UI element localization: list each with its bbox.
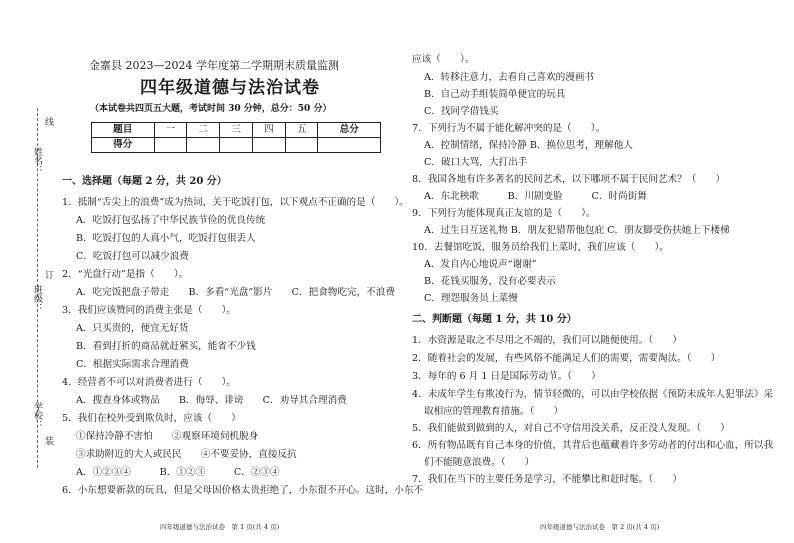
question-line: C．吃饭打包可以减少浪费 xyxy=(76,251,189,262)
question-line: 1．水资源是取之不尽用之不竭的，我们可以随便使用。（ ） xyxy=(412,335,682,346)
question-line: B．花钱买服务，没有必要表示 xyxy=(424,276,556,287)
gutter-label-name: 姓名： xyxy=(32,147,42,174)
question-line: 3．每年的 6 月 1 日是国际劳动节。（ ） xyxy=(412,371,601,382)
score-input-cell[interactable] xyxy=(318,138,381,153)
question-line: 2．随着社会的发展，有些风俗不能满足人们的需要，需要淘汰。（ ） xyxy=(412,353,721,364)
question-line: A．转移注意力，去看自己喜欢的漫画书 xyxy=(424,72,595,83)
gutter-mark: 线 xyxy=(43,117,53,126)
question-line: A．发自内心地说声“谢谢” xyxy=(424,259,537,270)
question-line: B．看到打折的商品就赶紧买，能省不少钱 xyxy=(76,341,256,352)
score-cell: 五 xyxy=(285,123,318,138)
question-line: 取相应的管理教育措施。（ ） xyxy=(424,406,564,417)
question-line: C．理怨服务员上菜慢 xyxy=(424,293,518,304)
question-line: A．过生日互送礼物 B．朋友犯错帮他包庇 C．朋友脚受伤扶她上下楼梯 xyxy=(424,225,730,236)
question-line: 4．未成年学生有欺凌行为，情节轻微的，可以由学校依据《预防未成年人犯罪法》采 xyxy=(412,389,774,400)
score-input-cell[interactable] xyxy=(285,138,318,153)
question-line: A．吃完饭把盘子带走 B．多看“光盘”影片 C．把食物吃完，不浪费 xyxy=(76,287,395,298)
question-line: A．东北秧歌 B．川剧变脸 C．时尚街舞 xyxy=(424,191,647,202)
exam-subtitle: （本试卷共四页五大题，考试时间 30 分钟，总分：50 分） xyxy=(90,104,332,114)
score-input-cell[interactable] xyxy=(252,138,285,153)
question-line: 5．我们能做到做到的人，对自己不守信用没关系，反正没人发现。（ ） xyxy=(412,423,730,434)
question-line: 7．下列行为不属于能化解冲突的是（ ）。 xyxy=(412,123,606,134)
question-line: 6．小东想要新款的玩具，但是父母因价格太贵拒绝了，小东很不开心。这时，小东不 xyxy=(62,485,424,496)
score-cell: 二 xyxy=(187,123,220,138)
question-line: B．吃饭打包的人真小气，吃饭打包很丢人 xyxy=(76,233,256,244)
question-line: 2．“光盘行动”是指（ ）。 xyxy=(62,269,189,280)
gutter-mark: 装 xyxy=(43,436,53,445)
page-footer: 四年级道德与法治试卷 第 1 页(共 4 页) xyxy=(160,523,280,531)
question-line: 1．抵制“舌尖上的浪费”成为热词，关于吃饭打包，以下观点不正确的是（ ）。 xyxy=(62,197,409,208)
question-line: A．搜查身体或物品 B．侮辱、诽谤 C．劝导其合理消费 xyxy=(76,395,347,406)
page-footer: 四年级道德与法治试卷 第 2 页(共 4 页) xyxy=(540,523,660,531)
score-cell: 题目 xyxy=(92,123,155,138)
question-line: A．控制情绪，保持冷静 B．换位思考，理解他人 xyxy=(424,140,633,151)
gutter-mark: 订 xyxy=(43,270,53,279)
section-heading: 一、选择题（每题 2 分，共 20 分） xyxy=(62,176,227,187)
score-table-score-row xyxy=(92,138,381,153)
question-line: 7．我们在当下的主要任务是学习，不能攀比和赶时髦。（ ） xyxy=(412,474,682,485)
question-line: 4．经营者不可以对消费者进行（ ）。 xyxy=(62,377,236,388)
question-line: ③求助附近的大人或民民 ④不要妥协，直接反抗 xyxy=(76,449,297,460)
score-cell: 总分 xyxy=(318,123,381,138)
question-line: ①保持冷静不害怕 ②观察环境伺机脱身 xyxy=(76,431,259,442)
question-line: 8．我国各地有许多著名的民间艺术，以下哪项不属于民间艺术？（ ） xyxy=(412,174,726,185)
score-cell: 一 xyxy=(154,123,187,138)
question-line: 10．去餐馆吃饭，服务员给我们上菜时，我们应该（ ）。 xyxy=(412,242,669,253)
score-input-cell[interactable] xyxy=(220,138,253,153)
score-cell: 三 xyxy=(220,123,253,138)
gutter-label-school: 学校： xyxy=(32,402,42,429)
score-row-label: 得分 xyxy=(92,138,155,153)
question-line: 应该（ ）。 xyxy=(412,54,475,65)
question-line: A．只买贵的，便宜无好货 xyxy=(76,323,189,334)
question-line: C．根据实际需求合理消费 xyxy=(76,359,189,370)
score-table-header-row xyxy=(92,123,381,138)
question-line: A．吃饭打包弘扬了中华民族节俭的优良传统 xyxy=(76,215,266,226)
question-line: 们不能随意浪费。（ ） xyxy=(424,457,535,468)
score-input-cell[interactable] xyxy=(154,138,187,153)
score-table xyxy=(91,122,381,153)
question-line: 5．我们在校外受到欺负时，应该（ ） xyxy=(62,413,241,424)
question-line: A．①②③④ B．①②③ C．②③④ xyxy=(76,467,280,478)
score-cell: 四 xyxy=(252,123,285,138)
exam-header: 金寨县 2023—2024 学年度第二学期期末质量监测 xyxy=(89,59,339,72)
gutter-label-class: 班级： xyxy=(32,285,42,312)
question-line: 6．所有物品既有自己本身的价值，其背后也蕴藏着许多劳动者的付出和心血，所以我 xyxy=(412,440,774,451)
question-line: 9．下列行为能体现真正友谊的是（ ）。 xyxy=(412,208,596,219)
question-line: C．找同学借钱买 xyxy=(424,106,499,117)
score-input-cell[interactable] xyxy=(187,138,220,153)
page-title: 四年级道德与法治试卷 xyxy=(140,78,320,98)
question-line: B．自己动手组装简单便宜的玩具 xyxy=(424,89,566,100)
section-heading: 二、判断题（每题 1 分，共 10 分） xyxy=(412,314,577,325)
question-line: C．破口大骂，大打出手 xyxy=(424,157,528,168)
binding-gutter xyxy=(0,0,52,543)
question-line: 3．我们应该赞同的消费主张是（ ）。 xyxy=(62,305,236,316)
